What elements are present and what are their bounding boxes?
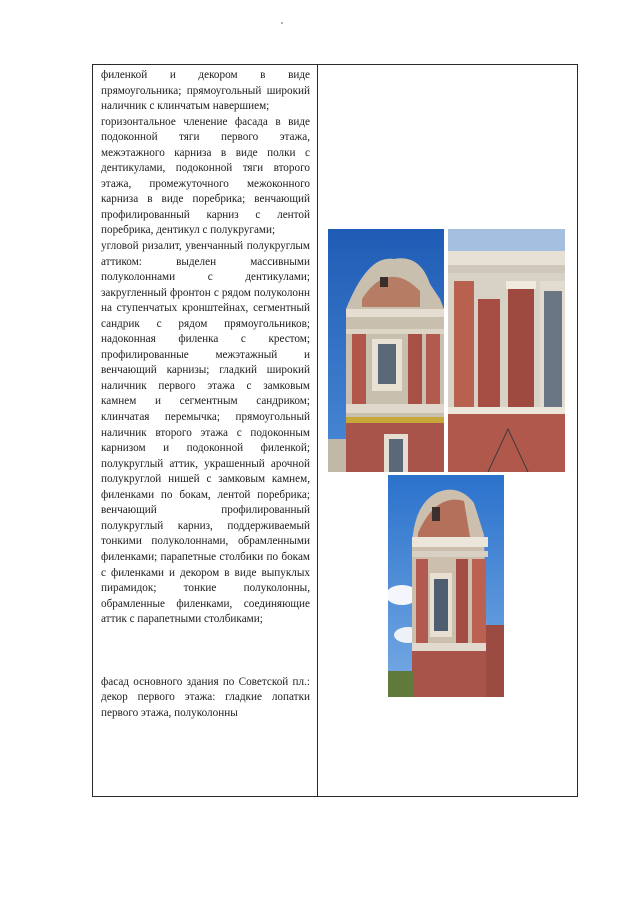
document-table [92,64,578,797]
paragraph-window-trim: филенкой и декором в виде прямоугольника; прямоугольный широкий наличник с клинчатым навершием; [101,69,310,113]
half-columns-detail-photo [448,229,565,472]
text-column [93,65,318,796]
corner-tower-photo [388,475,504,697]
paragraph-horizontal-division: горизонтальное членение фасада в виде подоконной тяги первого этажа, межэтажного карниза в виде полки с дентикулами, подоконной тяги второго этажа, промежуточного межоконного карниза в виде поребрика; венчающий профилированный карниз с лентой поребрика, дентикул с полукругами; [101,115,310,237]
paragraph-main-facade: фасад основного здания по Советской пл.: декор первого этажа: гладкие лопатки первого этажа, полуколонны [101,675,310,719]
scan-speck [281,22,283,24]
corner-risalit-attic-photo [328,229,444,472]
paragraph-corner-risalit: угловой ризалит, увенчанный полукруглым аттиком: выделен массивными полуколоннами с дентикулами; закругленный фронтон с рядом полуколонн на ступенчатых кронштейнах, сегментный сандрик с рядом прямоугольников; надоконная филенка с крестом; профилированные межэтажный и венчающий карнизы; гладкий широкий наличник первого этажа с замковым камнем и сегментным сандриком; клинчатая перемычка; прямоугольный наличник второго этажа с подоконным карнизом и подоконной филенкой; полукруглый аттик, украшенный арочной полукруглой нишей с замковым камнем, филенками по бокам, лентой поребрика; венчающий профилированный полукруглый карниз, поддерживаемый тонкими полуколоннами, обрамленными филенками; парапетные столбики по бокам с филенками и декором в виде выпуклых пирамидок; тонкие полуколонны, обрамленные филенками, соединяющие аттик с парапетными столбиками; [101,240,310,626]
photo-column [318,65,577,796]
paragraph-gap [101,628,310,675]
